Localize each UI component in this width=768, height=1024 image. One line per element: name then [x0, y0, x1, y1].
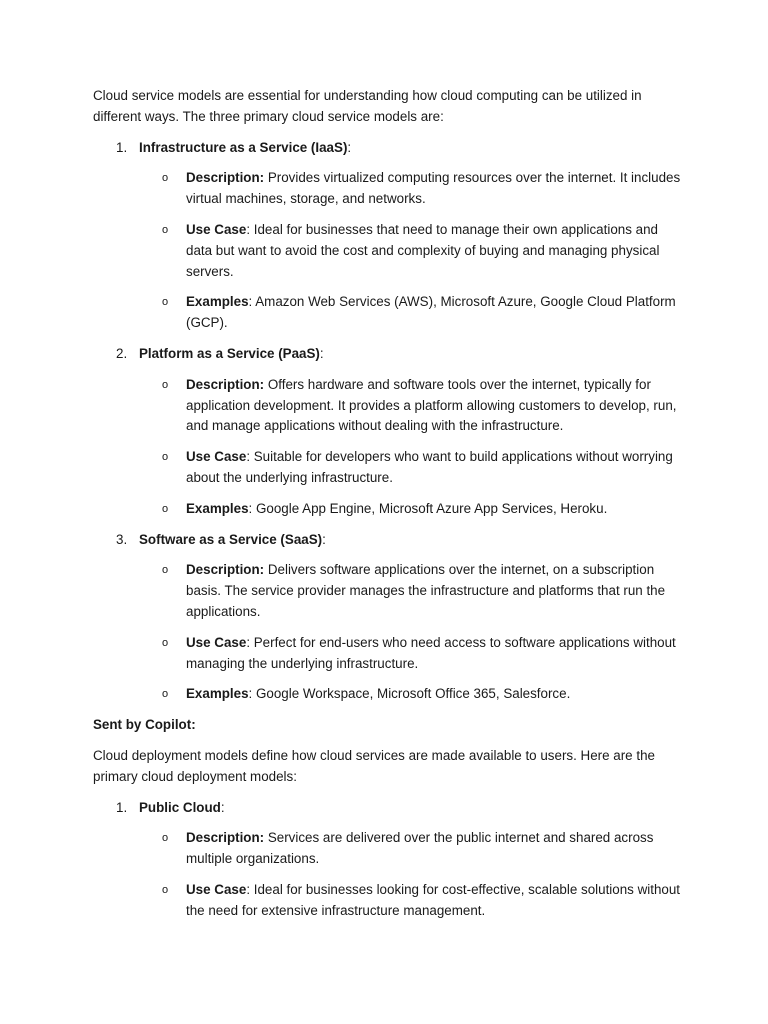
- colon: :: [347, 139, 352, 155]
- label-use-case: Use Case: [186, 221, 247, 237]
- examples-text: : Google Workspace, Microsoft Office 365, Salesforce.: [248, 686, 571, 702]
- list-item-iaas: [93, 138, 683, 159]
- intro-paragraph: Cloud service models are essential for understanding how cloud computing can be utilized in different ways. The three primary cloud service models are:: [93, 88, 642, 124]
- label-examples: Examples: [186, 294, 249, 310]
- label-description: Description:: [186, 562, 265, 578]
- list-number: 2.: [116, 345, 128, 361]
- sub-item-description: [93, 560, 683, 622]
- sub-item-description: [93, 375, 683, 437]
- list-item-paas: [93, 344, 683, 365]
- use-case-text: : Perfect for end-users who need access to software applications without managing the underlying infrastructure.: [186, 634, 676, 671]
- examples-text: : Amazon Web Services (AWS), Microsoft Azure, Google Cloud Platform (GCP).: [186, 294, 676, 331]
- label-examples: Examples: [186, 500, 249, 516]
- sub-item-use-case: [93, 633, 683, 675]
- use-case-text: : Ideal for businesses that need to manage their own applications and data but want to avoid the cost and complexity of buying and managing physical servers.: [186, 221, 660, 279]
- list-item-title: Platform as a Service (PaaS): [139, 345, 320, 361]
- bullet-icon: o: [162, 564, 169, 577]
- label-description: Description:: [186, 170, 265, 186]
- sub-item-examples: [93, 292, 683, 334]
- description-text: Services are delivered over the public internet and shared across multiple organizations.: [186, 830, 654, 867]
- list-item-saas: [93, 530, 683, 551]
- bullet-icon: o: [162, 883, 169, 896]
- list-item-title: Software as a Service (SaaS): [139, 531, 323, 547]
- description-text: Delivers software applications over the internet, on a subscription basis. The service provider manages the infrastructure and platforms that run the applications.: [186, 562, 666, 619]
- bullet-icon: o: [162, 636, 169, 649]
- colon: :: [220, 799, 225, 815]
- use-case-text: : Ideal for businesses looking for cost-effective, scalable solutions without the need for extensive infrastructure management.: [186, 881, 681, 918]
- list-number: 1.: [116, 799, 128, 815]
- sub-item-use-case: [93, 220, 683, 282]
- list-item-public-cloud: [93, 798, 683, 819]
- deployment-intro-paragraph: Cloud deployment models define how cloud services are made available to users. Here are the primary cloud deployment models:: [93, 747, 655, 784]
- colon: :: [322, 531, 326, 547]
- bullet-icon: o: [162, 832, 169, 845]
- list-number: 3.: [116, 531, 128, 547]
- examples-text: : Google App Engine, Microsoft Azure App Services, Heroku.: [248, 500, 608, 516]
- sub-item-use-case: [93, 447, 683, 489]
- list-number: 1.: [116, 139, 128, 155]
- colon: :: [319, 345, 324, 361]
- list-item-title: Public Cloud: [139, 799, 221, 815]
- list-item-title: Infrastructure as a Service (IaaS): [139, 139, 348, 155]
- bullet-icon: o: [162, 296, 169, 309]
- label-use-case: Use Case: [186, 881, 247, 897]
- bullet-icon: o: [162, 502, 169, 515]
- sent-by-text: Sent by Copilot:: [93, 717, 196, 733]
- sub-item-description: [93, 828, 683, 870]
- bullet-icon: o: [162, 688, 169, 701]
- label-description: Description:: [186, 376, 265, 392]
- label-examples: Examples: [186, 686, 249, 702]
- description-text: Provides virtualized computing resources over the internet. It includes virtual machines, storage, and networks.: [186, 170, 681, 207]
- bullet-icon: o: [162, 172, 169, 185]
- label-use-case: Use Case: [186, 449, 247, 465]
- description-text: Offers hardware and software tools over the internet, typically for application development. It provides a platform allowing customers to develop, run, and manage applications without dealing with the infrastructure.: [186, 376, 677, 434]
- sub-item-examples: [93, 499, 683, 520]
- bullet-icon: o: [162, 378, 169, 391]
- label-description: Description:: [186, 830, 265, 846]
- sub-item-examples: [93, 684, 683, 705]
- sub-item-use-case: [93, 880, 683, 922]
- document-body: [93, 86, 683, 932]
- bullet-icon: o: [162, 451, 169, 464]
- sub-item-description: [93, 168, 683, 210]
- bullet-icon: o: [162, 223, 169, 236]
- sent-by-label: [93, 715, 683, 736]
- use-case-text: : Suitable for developers who want to build applications without worrying about the underlying infrastructure.: [186, 449, 673, 485]
- label-use-case: Use Case: [186, 634, 247, 650]
